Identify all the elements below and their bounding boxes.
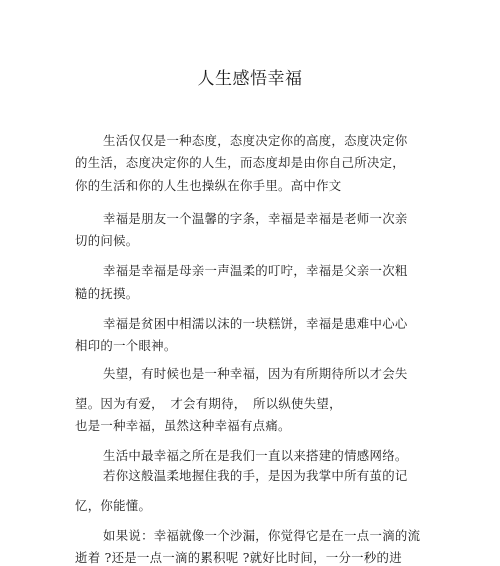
paragraph-line: 相印的一个眼神。: [75, 338, 177, 353]
paragraph-line: 糙的抚摸。: [75, 286, 139, 301]
document-title: 人生感悟幸福: [197, 69, 303, 89]
paragraph-line: 幸福是朋友一个温馨的字条，幸福是幸福是老师一次亲: [103, 211, 408, 226]
paragraph-line: 幸福是贫困中相濡以沫的一块糕饼，幸福是患难中心心: [103, 316, 408, 331]
paragraph-line: 失望，有时候也是一种幸福，因为有所期待所以才会失: [103, 366, 408, 381]
paragraph-line: 幸福是幸福是母亲一声温柔的叮咛，幸福是父亲一次粗: [103, 263, 408, 278]
paragraph-line: 忆，你能懂。: [75, 498, 152, 513]
paragraph-line: 望。因为有爱， 才会有期待， 所以纵使失望，: [75, 396, 342, 411]
paragraph-line: 逝着 ?还是一点一滴的累积呢 ?就好比时间，一分一秒的进: [75, 550, 402, 565]
paragraph-line: 如果说：幸福就像一个沙漏，你觉得它是在一点一滴的流: [103, 528, 421, 543]
paragraph-line: 切的问候。: [75, 233, 139, 248]
paragraph-line: 你的生活和你的人生也操纵在你手里。高中作文: [75, 178, 342, 193]
paragraph-line: 的生活，态度决定你的人生，而态度却是由你自己所决定，: [75, 155, 405, 170]
paragraph-line: 生活中最幸福之所在是我们一直以来搭建的情感网络。: [103, 448, 408, 463]
paragraph-line: 若你这般温柔地握住我的手，是因为我掌中所有茧的记: [103, 468, 408, 483]
paragraph-line: 也是一种幸福，虽然这种幸福有点痛。: [75, 418, 291, 433]
paragraph-line: 生活仅仅是一种态度，态度决定你的高度，态度决定你: [103, 133, 408, 148]
